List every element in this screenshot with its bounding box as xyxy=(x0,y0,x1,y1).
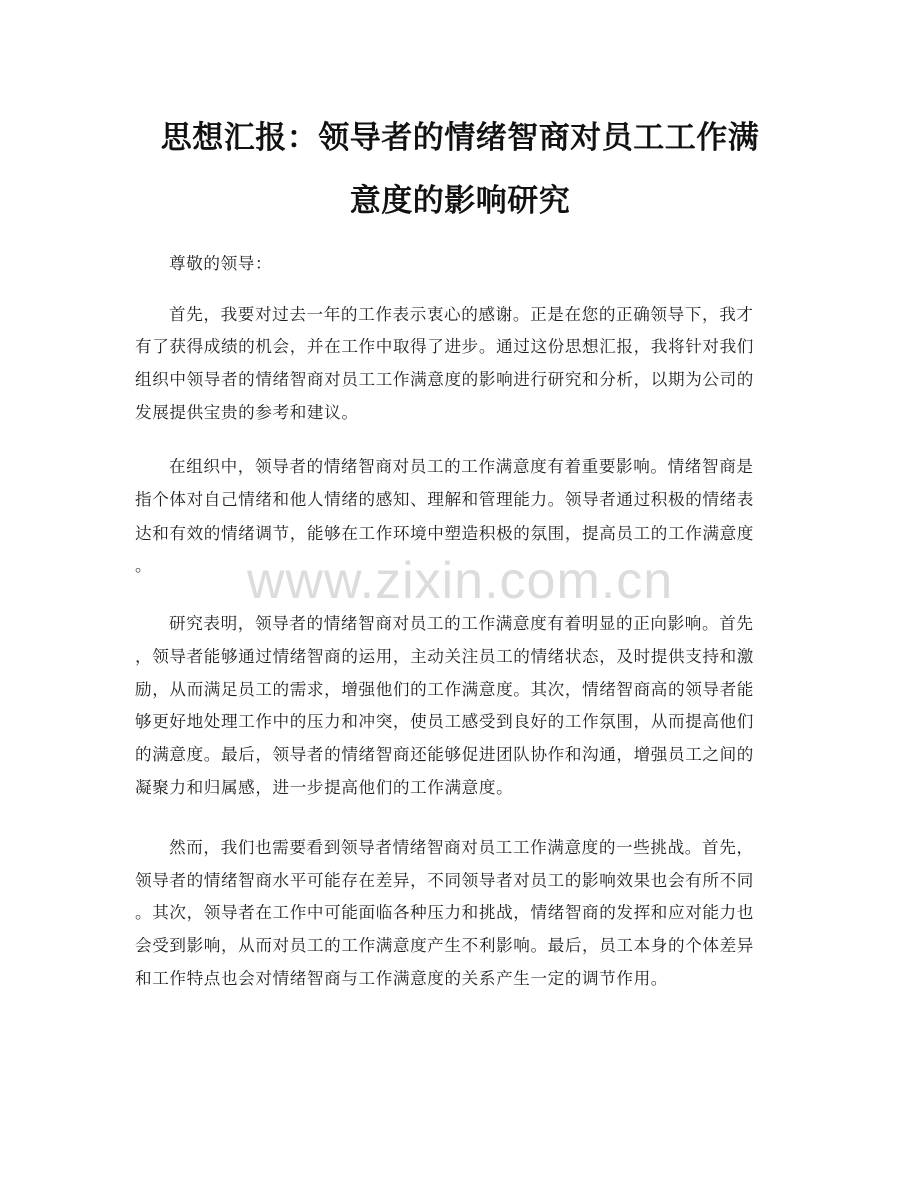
paragraph-1-line-1: 首先，我要对过去一年的工作表示衷心的感谢。正是在您的正确领导下，我才 xyxy=(169,305,754,324)
paragraph-1-line-2: 有了获得成绩的机会，并在工作中取得了进步。通过这份思想汇报，我将针对我们 xyxy=(135,337,754,356)
paragraph-2-line-1: 在组织中，领导者的情绪智商对员工的工作满意度有着重要影响。情绪智商是 xyxy=(169,457,754,476)
paragraph-3-line-2: ，领导者能够通过情绪智商的运用，主动关注员工的情绪状态，及时提供支持和激 xyxy=(135,647,754,666)
paragraph-2-line-4: 。 xyxy=(135,556,153,575)
paragraph-3-line-5: 的满意度。最后，领导者的情绪智商还能够促进团队协作和沟通，增强员工之间的 xyxy=(135,745,754,764)
paragraph-3-line-4: 够更好地处理工作中的压力和冲突，使员工感受到良好的工作氛围，从而提高他们 xyxy=(135,712,754,731)
paragraph-3-line-1: 研究表明，领导者的情绪智商对员工的工作满意度有着明显的正向影响。首先 xyxy=(169,614,754,633)
paragraph-1-line-3: 组织中领导者的情绪智商对员工工作满意度的影响进行研究和分析，以期为公司的 xyxy=(135,370,754,389)
document-title-line-1: 思想汇报：领导者的情绪智商对员工工作满 xyxy=(160,120,760,156)
watermark: www.zixin.com.cn xyxy=(246,552,674,610)
paragraph-2-line-2: 指个体对自己情绪和他人情绪的感知、理解和管理能力。领导者通过积极的情绪表 xyxy=(135,490,754,509)
paragraph-4-line-2: 领导者的情绪智商水平可能存在差异，不同领导者对员工的影响效果也会有所不同 xyxy=(135,871,754,890)
paragraph-2-line-3: 达和有效的情绪调节，能够在工作环境中塑造积极的氛围，提高员工的工作满意度 xyxy=(135,524,754,543)
document-title-line-2: 意度的影响研究 xyxy=(349,183,571,219)
paragraph-4-line-3: 。其次，领导者在工作中可能面临各种压力和挑战，情绪智商的发挥和应对能力也 xyxy=(135,903,754,922)
salutation: 尊敬的领导： xyxy=(169,254,273,273)
paragraph-1-line-4: 发展提供宝贵的参考和建议。 xyxy=(135,403,359,422)
paragraph-3-line-6: 凝聚力和归属感，进一步提高他们的工作满意度。 xyxy=(135,778,514,797)
paragraph-4-line-4: 会受到影响，从而对员工的工作满意度产生不利影响。最后，员工本身的个体差异 xyxy=(135,936,754,955)
paragraph-4-line-1: 然而，我们也需要看到领导者情绪智商对员工工作满意度的一些挑战。首先， xyxy=(169,838,754,857)
paragraph-4-line-5: 和工作特点也会对情绪智商与工作满意度的关系产生一定的调节作用。 xyxy=(135,969,669,988)
paragraph-3-line-3: 励，从而满足员工的需求，增强他们的工作满意度。其次，情绪智商高的领导者能 xyxy=(135,680,754,699)
